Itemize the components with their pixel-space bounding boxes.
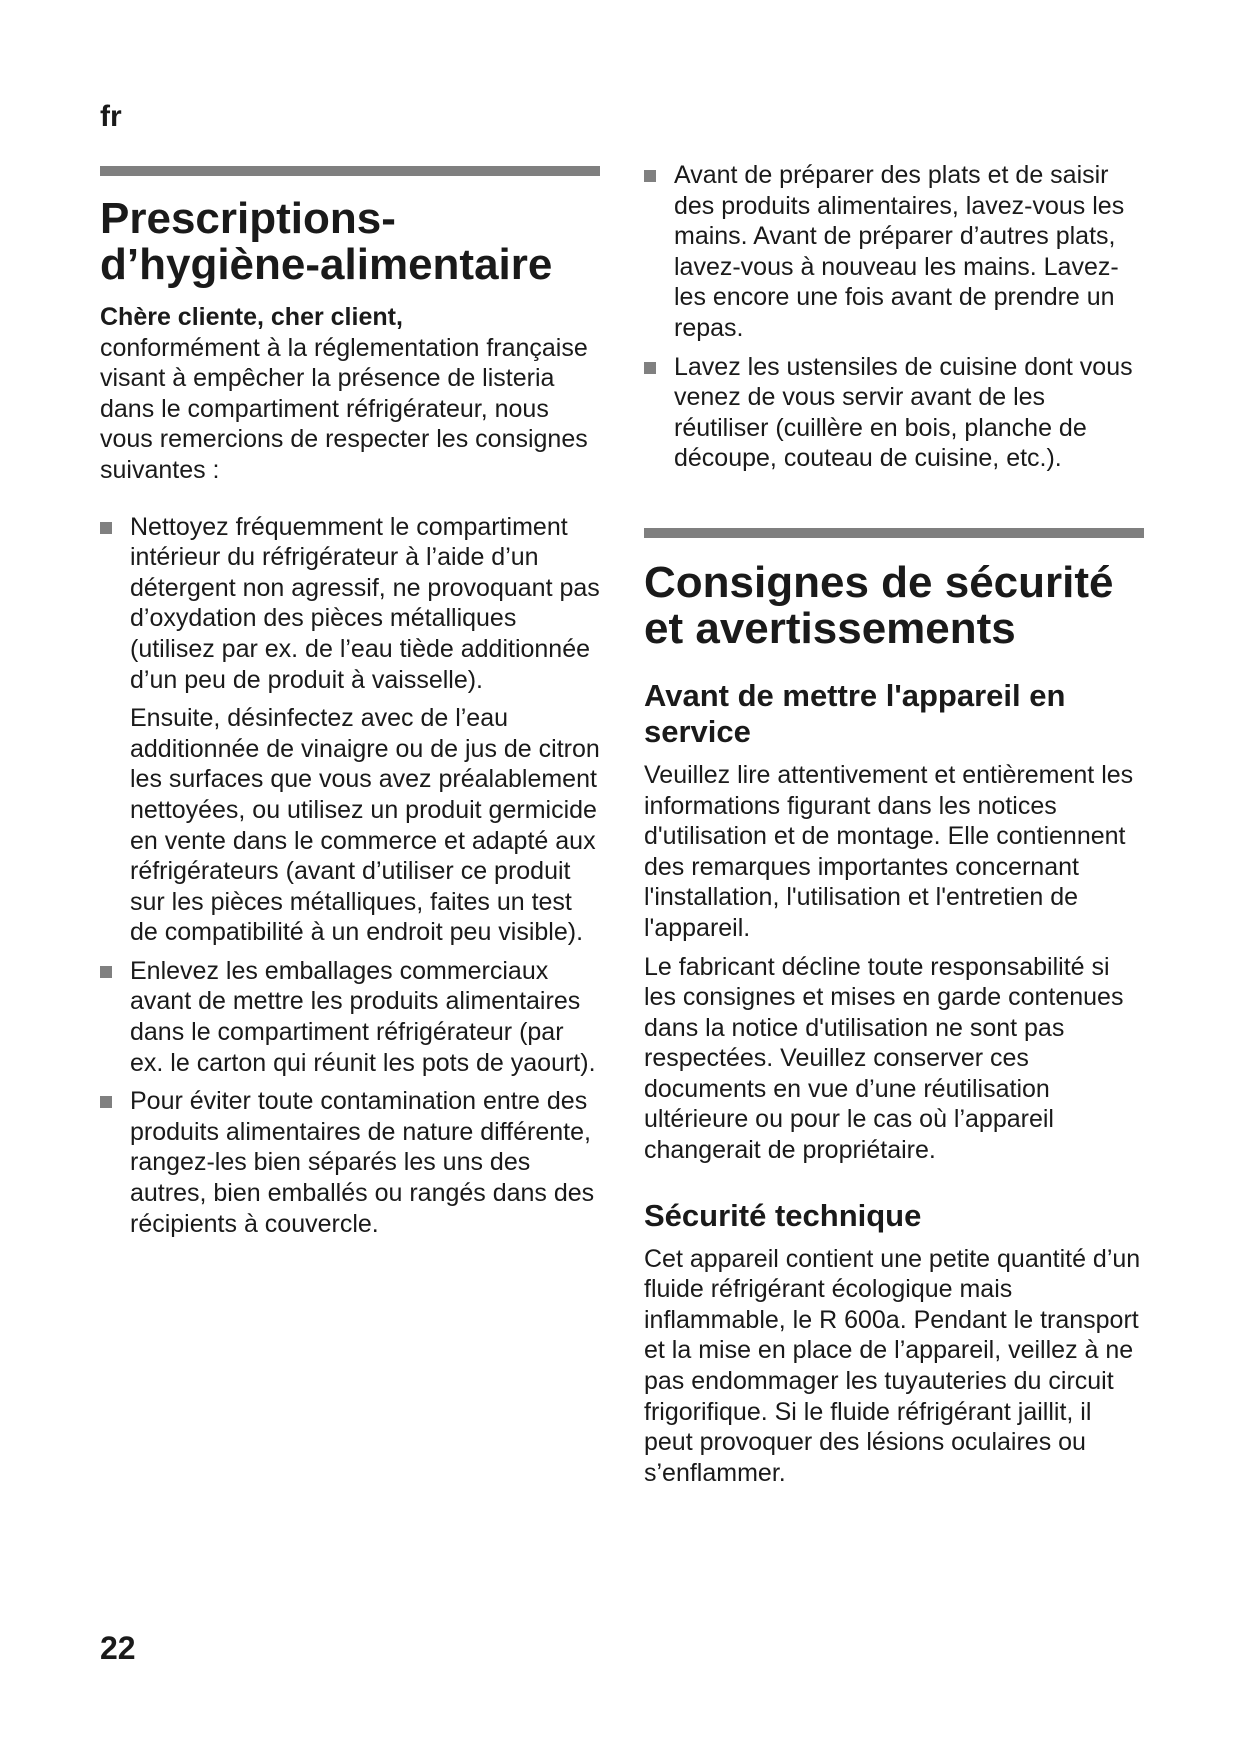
list-item bbox=[100, 1086, 600, 1239]
square-bullet-icon bbox=[100, 522, 112, 534]
square-bullet-icon bbox=[644, 170, 656, 182]
section-heading-service: Avant de mettre l'appareil en service bbox=[644, 677, 1066, 749]
square-bullet-icon bbox=[644, 362, 656, 374]
section-rule bbox=[644, 528, 1144, 538]
list-item-text: Pour éviter toute contamination entre des produits alimentaires de nature différente, rangez-les bien séparés les uns des autres, bien emballés ou rangés dans des récipients à couvercle. bbox=[130, 1087, 595, 1238]
intro-paragraph bbox=[100, 302, 600, 486]
section-rule bbox=[100, 166, 600, 176]
square-bullet-icon bbox=[100, 966, 112, 978]
list-item-subparagraph: Ensuite, désinfectez avec de l’eau additionnée de vinaigre ou de jus de citron les surfaces que vous avez préalablement nettoyées, ou utilisez un produit germicide en vente dans le commerce et adapté aux réfrigérateurs (avant d’utiliser ce produit sur les pièces métalliques, faites un test de compatibilité à un endroit peu visible). bbox=[130, 704, 600, 947]
list-item bbox=[100, 512, 600, 948]
list-item-text: Enlevez les emballages commerciaux avant de mettre les produits alimentaires dans le compartiment réfrigérateur (par ex. le carton qui réunit les pots de yaourt). bbox=[130, 956, 596, 1077]
paragraph: Cet appareil contient une petite quantité d’un fluide réfrigérant écologique mais inflammable, le R 600a. Pendant le transport et la mise en place de l’appareil, veillez à ne pas endommager les tuyauteries du circuit frigorifique. Si le fluide réfrigérant jaillit, il peut provoquer des lésions oculaires ou s’enflammer. bbox=[644, 1244, 1141, 1487]
greeting: Chère cliente, cher client, bbox=[100, 303, 403, 331]
paragraph: Le fabricant décline toute responsabilité si les consignes et mises en garde contenues dans la notice d'utilisation ne sont pas respectées. Veuillez conserver ces documents en vue d’une réutilisation ultérieure ou pour le cas où l’appareil changerait de propriétaire. bbox=[644, 952, 1124, 1165]
left-column bbox=[100, 166, 600, 1247]
paragraph: Veuillez lire attentivement et entièrement les informations figurant dans les notices d'utilisation et de montage. Elle contiennent des remarques importantes concernant l'installation, l'utilisation et l'entretien de l'appareil. bbox=[644, 760, 1134, 942]
hygiene-list-continued bbox=[644, 160, 1144, 474]
list-item bbox=[644, 352, 1144, 474]
list-item bbox=[644, 160, 1144, 344]
list-item-text: Lavez les ustensiles de cuisine dont vous venez de vous servir avant de les réutiliser (cuillère en bois, planche de découpe, couteau de cuisine, etc.). bbox=[674, 352, 1133, 473]
safety-title: Consignes de sécurité et avertissements bbox=[644, 557, 1114, 653]
section-heading-technical-safety: Sécurité technique bbox=[644, 1197, 922, 1233]
hygiene-list bbox=[100, 512, 600, 1240]
list-item bbox=[100, 956, 600, 1078]
square-bullet-icon bbox=[100, 1096, 112, 1108]
intro-text: conformément à la réglementation française visant à empêcher la présence de listeria dans le compartiment réfrigérateur, nous vous remercions de respecter les consignes suivantes : bbox=[100, 333, 588, 484]
hygiene-title: Prescriptions- d’hygiène-alimentaire bbox=[100, 194, 553, 289]
list-item-text: Nettoyez fréquemment le compartiment intérieur du réfrigérateur à l’aide d’un détergent non agressif, ne provoquant pas d’oxydation des pièces métalliques (utilisez par ex. de l’eau tiède additionnée d’un peu de produit à vaisselle). bbox=[130, 512, 600, 694]
language-tag: fr bbox=[100, 100, 122, 133]
list-item-text: Avant de préparer des plats et de saisir des produits alimentaires, lavez-vous les mains. Avant de préparer d’autres plats, lavez-vous à nouveau les mains. Lavez-les encore une fois avant de prendre un repas. bbox=[674, 161, 1125, 342]
page-number: 22 bbox=[100, 1630, 136, 1666]
right-column bbox=[644, 160, 1144, 1496]
